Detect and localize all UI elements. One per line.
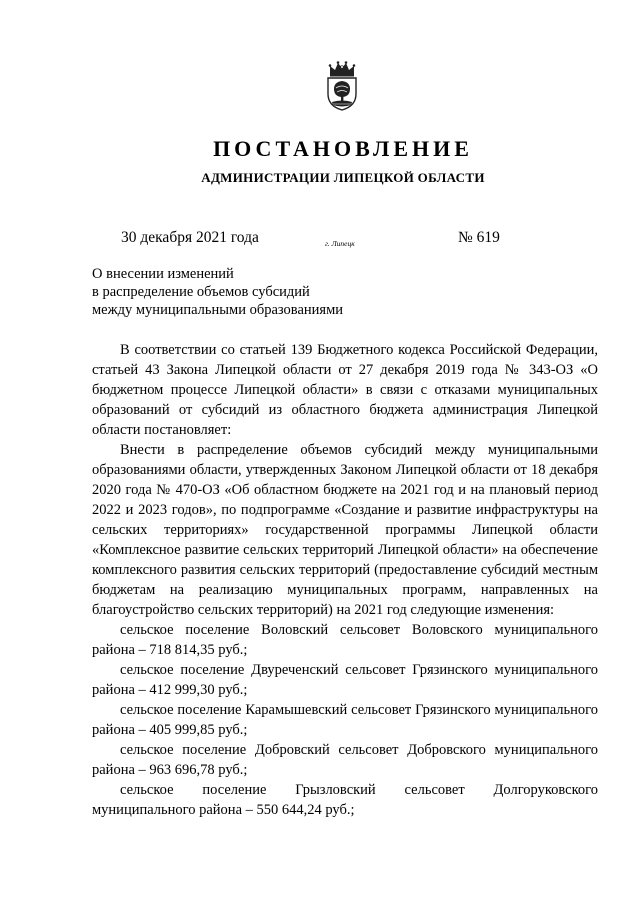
document-date: 30 декабря 2021 года bbox=[121, 229, 259, 246]
list-item: сельское поселение Добровский сельсовет Добровского муниципального района – 963 696,78 руб.; bbox=[92, 742, 598, 778]
preamble-paragraph: В соответствии со статьей 139 Бюджетного кодекса Российской Федерации, статьей 43 Закона Липецкой области от 27 декабря 2019 года № 343-ОЗ «О бюджетном процессе Липецкой области» в связи с отказами муниципальных образований от субсидий из областного бюджета администрация Липецкой области постановляет: bbox=[92, 342, 598, 438]
document-title: ПОСТАНОВЛЕНИЕ bbox=[213, 136, 473, 161]
list-item: сельское поселение Грызловский сельсовет Долгоруковского муниципального района – 550 644,24 руб.; bbox=[92, 782, 598, 818]
coat-of-arms-emblem bbox=[322, 60, 362, 112]
document-subject bbox=[92, 265, 343, 319]
list-item: сельское поселение Воловский сельсовет Воловского муниципального района – 718 814,35 руб.; bbox=[92, 622, 598, 658]
resolution-paragraph: Внести в распределение объемов субсидий между муниципальными образованиями области, утвержденных Законом Липецкой области от 18 декабря 2020 года № 470-ОЗ «Об областном бюджете на 2021 год и на плановый период 2022 и 2023 годов», по подпрограмме «Создание и развитие инфраструктуры на сельских территориях» государственной программы Липецкой области «Комплексное развитие сельских территорий Липецкой области» на обеспечение комплексного развития сельских территорий (предоставление субсидий местным бюджетам на реализацию муниципальных программ, направленных на благоустройство сельских территорий) на 2021 год следующие изменения: bbox=[92, 442, 598, 618]
subject-line: О внесении изменений bbox=[92, 266, 234, 282]
document-city: г. Липецк bbox=[325, 239, 355, 248]
subject-line: между муниципальными образованиями bbox=[92, 302, 344, 318]
list-item: сельское поселение Двуреченский сельсовет Грязинского муниципального района – 412 999,30 руб.; bbox=[92, 662, 598, 698]
document-number: № 619 bbox=[458, 229, 500, 246]
list-item: сельское поселение Карамышевский сельсовет Грязинского муниципального района – 405 999,85 руб.; bbox=[92, 702, 598, 738]
document-body bbox=[92, 340, 598, 820]
issuing-authority: АДМИНИСТРАЦИИ ЛИПЕЦКОЙ ОБЛАСТИ bbox=[201, 170, 485, 185]
subject-line: в распределение объемов субсидий bbox=[92, 284, 310, 300]
